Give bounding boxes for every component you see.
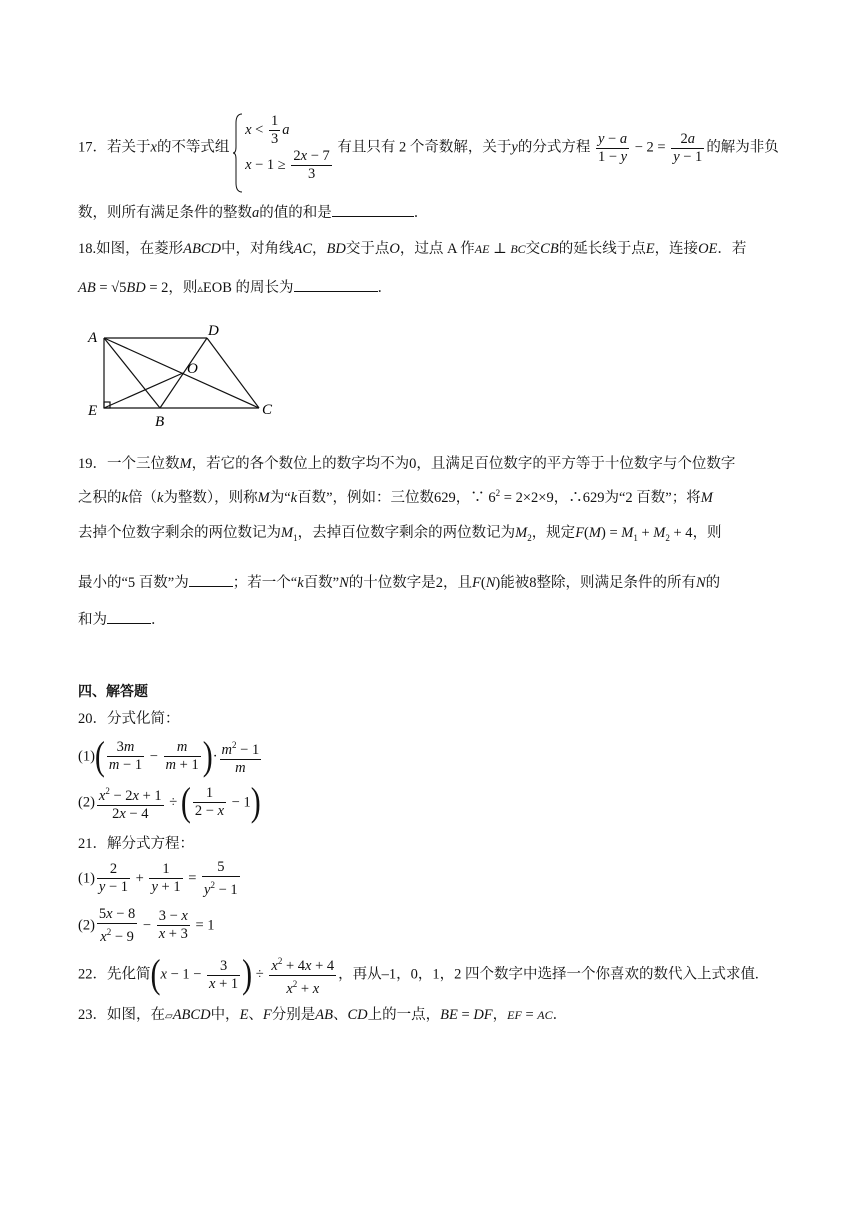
q17-number: 17． (78, 139, 107, 156)
q18-answer-blank (294, 279, 378, 292)
q19-text-14: ，规定 (531, 525, 576, 541)
q19-text-8: 百数”，例如：三位数 (297, 490, 435, 506)
q21-title: 21．解分式方程： (78, 836, 194, 852)
q18-text-6: 的延长线于点 (558, 241, 646, 257)
q17-text-3: 有且只有 2 个奇数解，关于 (337, 139, 512, 156)
q19-text-7: 为“ (269, 490, 291, 506)
q21-part2: (2) $\frac{5x - 8}{x^2 - 9}$ − $\frac{3 - x}{x + 3}$ = 1 (78, 906, 215, 945)
q19-text-6: 为整数），则称 (163, 490, 258, 506)
q17-text-7: 的值的和是 (259, 205, 332, 221)
q18-text-9: ，则 (168, 280, 198, 296)
q20-part2-label: (2) (78, 794, 95, 811)
q18-text-4: ，过点 A 作 (399, 241, 475, 257)
q17-text-6: 数，则所有满足条件的整数 (78, 205, 252, 221)
q18-line2: AB = √5BD = 2，则▵EOB 的周长为 ． (78, 280, 393, 296)
q19-text-17: ；若一个“ (232, 575, 298, 591)
q23-text-3: 、 (248, 1007, 263, 1023)
q20-part1: (1)( $\frac{3m}{m - 1}$ − $\frac{m}{m + 1}$ )· $\frac{m^2 - 1}{m}$ (78, 733, 260, 779)
q23-end: ． (552, 1007, 568, 1023)
q20-title: 20．分式化简： (78, 711, 180, 727)
figure-label-O: O (187, 361, 198, 377)
q17-line2: 数，则所有满足条件的整数a的值的和是 ． (78, 205, 429, 221)
q19-text-10: ，∴ (553, 490, 583, 506)
q18-text-10: EOB 的周长为 (202, 280, 294, 296)
q19-line2: 之积的k倍（k为整数），则称M为“k百数”，例如：三位数629，∵ $6^2 = 2\times 2\times 9$，∴629为“2 百数”；将M (78, 488, 713, 506)
q17-inequality-system: x < $\frac{1}{3}$ a x − 1 ≥ $\frac{2x - 7}{3}$ (233, 113, 334, 183)
figure-label-E: E (88, 403, 98, 419)
q19-text-15: ，则 (692, 525, 722, 541)
q19-text-18: 百数” (303, 575, 340, 591)
q19-answer-blank-1 (189, 574, 233, 587)
q18-text-7: ，连接 (654, 241, 699, 257)
q20-part2: (2) $\frac{x^2 - 2x + 1}{2x - 4}$ ÷ ( $\frac{1}{2 - x}$ − 1) (78, 779, 261, 825)
q22-number: 22． (78, 966, 107, 983)
q18-end: ． (377, 280, 393, 296)
q23-line: 23．如图，在▱ABCD中，E、F分别是AB、CD上的一点，BE = DF，EF = AC． (78, 1007, 568, 1023)
q17-text-5: 的解为非负 (706, 139, 779, 156)
q19-text-19: 的十位数字是 (348, 575, 436, 591)
q19-line1: 19．一个三位数M，若它的各个数位上的数字均不为0，且满足百位数字的平方等于十位数字与个位数字 (78, 456, 736, 472)
q18-text-3: 交于点 (345, 241, 390, 257)
q19-text-9: ，∵ (455, 490, 485, 506)
q19-text-24: 和为 (78, 612, 107, 628)
q19-end: ． (151, 612, 166, 628)
q18-line1: 18.如图，在菱形ABCD中，对角线AC，BD交于点O，过点 A 作AE ⊥ BC交CB的延长线于点E，连接OE．若 (78, 241, 747, 257)
q23-number: 23． (78, 1007, 107, 1023)
q18-number: 18. (78, 241, 97, 257)
q23-text-7: ， (492, 1007, 508, 1023)
figure-label-A: A (88, 330, 98, 346)
q17-text-4: 的分式方程 (517, 139, 591, 156)
q21-part1: (1) $\frac{2}{y - 1}$ + $\frac{1}{y + 1}$ = $\frac{5}{y^2 - 1}$ (78, 859, 238, 898)
q18-text-2: 中，对角线 (220, 241, 294, 257)
q19-text-1: 一个三位数 (107, 456, 180, 472)
q17-end: ． (413, 205, 429, 221)
q19-text-3: ，且满足百位数字的平方等于十位数字与个位数字 (416, 456, 736, 472)
q19-text-21: 能被 (500, 575, 530, 591)
q17-text-2: 的不等式组 (156, 139, 230, 156)
q23-text-5: 、 (333, 1007, 348, 1023)
figure-label-D: D (208, 323, 219, 339)
q18-text-1: 如图，在菱形 (96, 241, 184, 257)
q22-line: 22．先化简(x − 1 − $\frac{3}{x + 1}$ ) ÷ $\frac{x^2 + 4x + 4}{x^2 + x}$ ，再从–1，0，1，2 四个数字中选择一个你喜欢的数代入上式求值. (78, 952, 759, 997)
q20-part1-label: (1) (78, 748, 95, 765)
q19-text-5: 倍（ (127, 490, 157, 506)
q23-text-2: 中， (210, 1007, 240, 1023)
figure-label-C: C (262, 402, 273, 418)
q19-line4: 最小的“5 百数”为 ；若一个“k百数”N的十位数字是2，且F(N)能被8整除，则满足条件的所有N的 (78, 575, 721, 591)
q19-line3: 去掉个位数字剩余的两位数记为$M_1$，去掉百位数字剩余的两位数记为$M_2$，规定$F(M) = M_1 + M_2 + 4$，则 (78, 525, 722, 543)
q19-text-2: ，若它的各个数位上的数字均不为 (191, 456, 410, 472)
q21-part2-label: (2) (78, 917, 95, 934)
q19-answer-blank-2 (107, 611, 151, 624)
q17-text-1: 若关于 (107, 139, 151, 156)
q18-text-5: 交 (525, 241, 541, 257)
q19-text-12: 去掉个位数字剩余的两位数记为 (78, 525, 281, 541)
q18-text-8: ．若 (717, 241, 747, 257)
rhombus-figure (84, 322, 284, 432)
q19-text-11: 为“2 百数”；将 (604, 490, 701, 506)
q19-text-16: 最小的“5 百数”为 (78, 575, 189, 591)
figure-label-B: B (155, 414, 165, 430)
q19-text-13: ，去掉百位数字剩余的两位数记为 (297, 525, 516, 541)
q19-text-22: 整除，则满足条件的所有 (536, 575, 696, 591)
q23-text-6: 上的一点， (367, 1007, 441, 1023)
q19-text-4: 之积的 (78, 490, 122, 506)
section-heading: 四、解答题 (78, 684, 148, 700)
q22-text-1: 先化简 (107, 966, 151, 983)
q19-text-20: ，且 (442, 575, 472, 591)
q17-answer-blank (332, 204, 414, 217)
q19-number: 19． (78, 456, 107, 472)
q19-line5 (78, 608, 166, 629)
q17-line1: 17．若关于x的不等式组 x < $\frac{1}{3}$ a x − 1 ≥ $\frac{2x - 7}{3}$ 有且只有 2 个奇数解，关于y的分式方程 $\frac{y - a}{1 - y}$ − 2 = $\frac{2a}{y - 1}$ 的解为非负 (78, 113, 779, 183)
q23-text-4: 分别是 (271, 1007, 316, 1023)
q23-text-1: 如图，在 (107, 1007, 165, 1023)
q19-text-23: 的 (705, 575, 721, 591)
q21-part1-label: (1) (78, 870, 95, 887)
q22-text-2: ，再从–1，0，1，2 四个数字中选择一个你喜欢的数代入上式求值. (338, 966, 759, 983)
